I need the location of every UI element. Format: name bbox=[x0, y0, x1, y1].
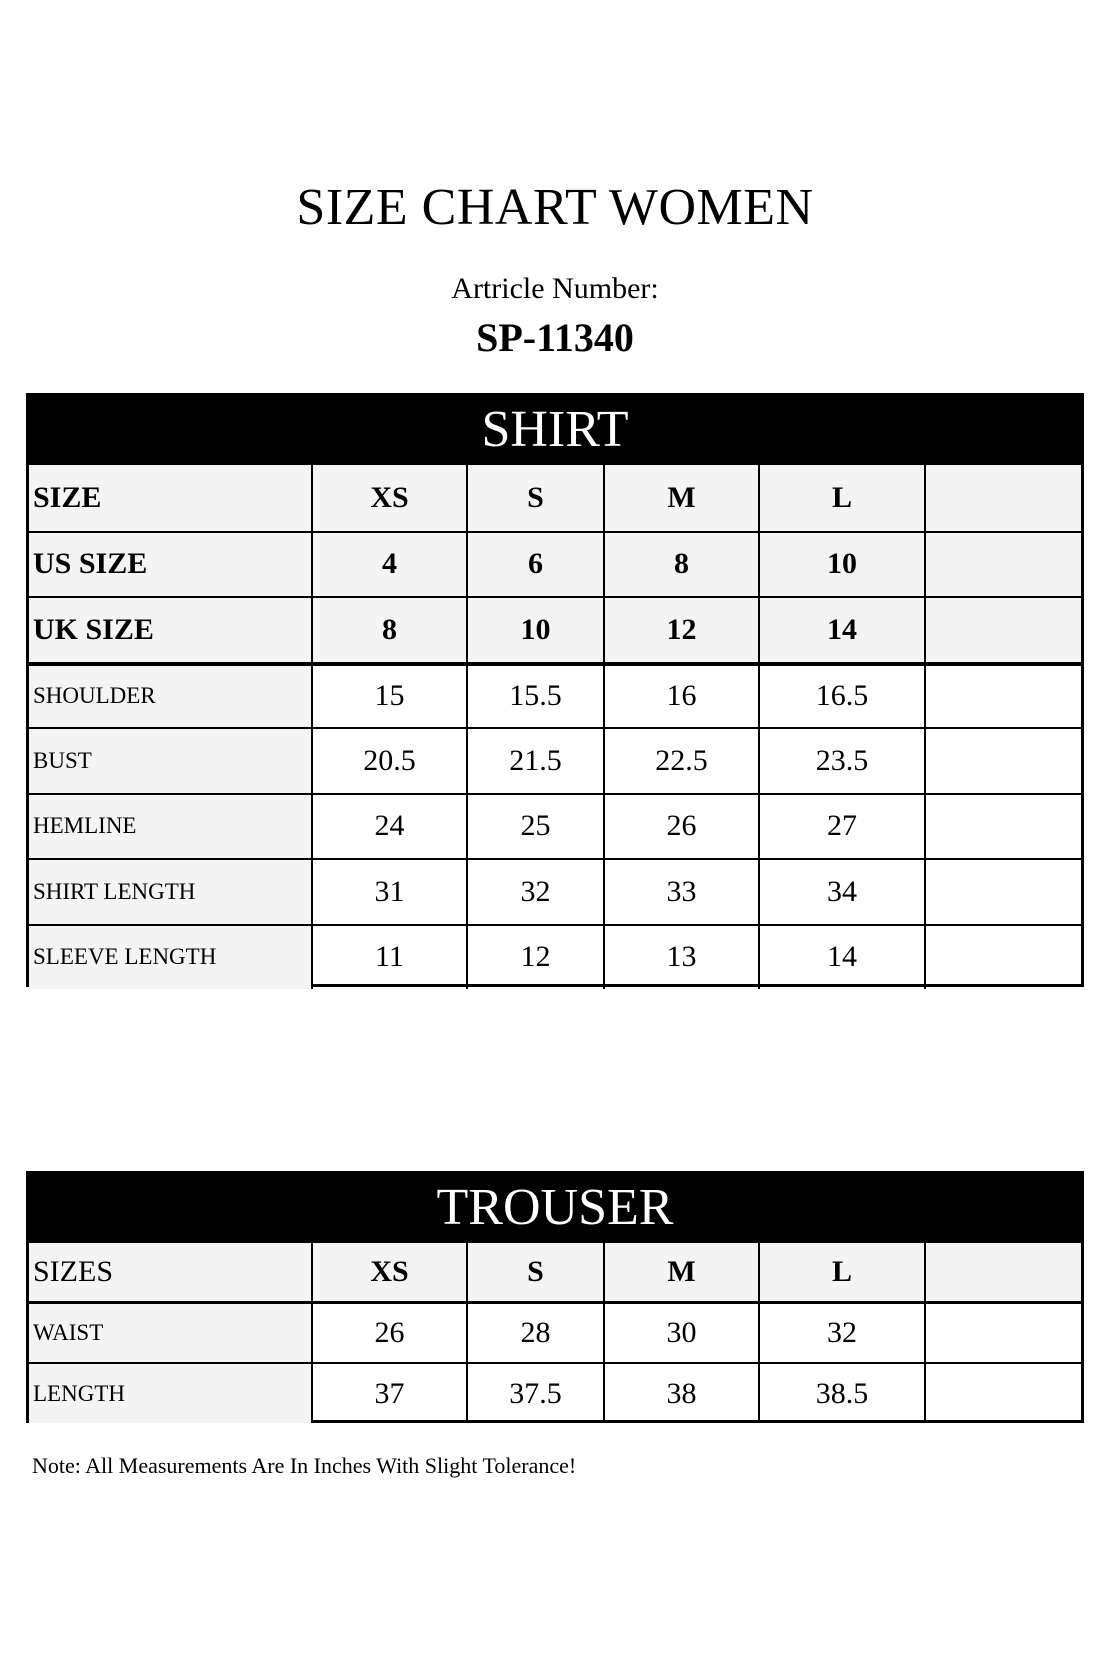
table-cell: LENGTH bbox=[29, 1364, 311, 1423]
table-row bbox=[29, 531, 1081, 597]
table-cell: 24 bbox=[311, 795, 466, 859]
table-cell: UK SIZE bbox=[29, 598, 311, 662]
table-cell: 6 bbox=[466, 533, 603, 597]
table-cell: 26 bbox=[311, 1304, 466, 1362]
table-cell: 16.5 bbox=[758, 666, 924, 728]
table-row bbox=[29, 793, 1081, 859]
table-cell: 20.5 bbox=[311, 729, 466, 793]
table-cell: 14 bbox=[758, 926, 924, 990]
table-cell: L bbox=[758, 465, 924, 531]
table-row bbox=[29, 596, 1081, 662]
table-cell: 14 bbox=[758, 598, 924, 662]
table-cell bbox=[924, 533, 1081, 597]
table-cell: 33 bbox=[603, 860, 758, 924]
table-cell: 37 bbox=[311, 1364, 466, 1423]
table-row bbox=[29, 727, 1081, 793]
table-cell: L bbox=[758, 1243, 924, 1301]
table-cell: 38.5 bbox=[758, 1364, 924, 1423]
table-cell: 22.5 bbox=[603, 729, 758, 793]
article-number: SP-11340 bbox=[476, 315, 634, 360]
table-cell: 10 bbox=[466, 598, 603, 662]
table-cell: 37.5 bbox=[466, 1364, 603, 1423]
table-row bbox=[29, 924, 1081, 990]
page-title: SIZE CHART WOMEN bbox=[296, 179, 814, 236]
shirt-size-table bbox=[26, 393, 1084, 987]
table-cell: 12 bbox=[603, 598, 758, 662]
table-cell bbox=[924, 598, 1081, 662]
table-cell: 32 bbox=[466, 860, 603, 924]
trouser-size-table bbox=[26, 1171, 1084, 1423]
table-cell bbox=[924, 1304, 1081, 1362]
table-cell: S bbox=[466, 1243, 603, 1301]
table-row bbox=[29, 662, 1081, 728]
table-cell: 10 bbox=[758, 533, 924, 597]
table-cell: WAIST bbox=[29, 1304, 311, 1362]
measurement-note: Note: All Measurements Are In Inches With Slight Tolerance! bbox=[32, 1453, 577, 1478]
table-cell: 25 bbox=[466, 795, 603, 859]
table-cell: BUST bbox=[29, 729, 311, 793]
table-cell: M bbox=[603, 465, 758, 531]
table-cell: 16 bbox=[603, 666, 758, 728]
table-cell: SHOULDER bbox=[29, 666, 311, 728]
table-cell: XS bbox=[311, 465, 466, 531]
table-cell: 8 bbox=[311, 598, 466, 662]
table-cell bbox=[924, 860, 1081, 924]
table-cell: 34 bbox=[758, 860, 924, 924]
table-cell: SIZE bbox=[29, 465, 311, 531]
table-cell: 38 bbox=[603, 1364, 758, 1423]
table-cell: SIZES bbox=[29, 1243, 311, 1301]
table-cell: 26 bbox=[603, 795, 758, 859]
article-number-label: Artricle Number: bbox=[451, 272, 659, 305]
table-cell: 32 bbox=[758, 1304, 924, 1362]
table-cell: 4 bbox=[311, 533, 466, 597]
shirt-table-banner: SHIRT bbox=[29, 396, 1081, 465]
trouser-header-row bbox=[29, 1243, 1081, 1301]
table-cell: US SIZE bbox=[29, 533, 311, 597]
table-cell: 28 bbox=[466, 1304, 603, 1362]
table-cell: 27 bbox=[758, 795, 924, 859]
shirt-header-row bbox=[29, 465, 1081, 531]
table-row bbox=[29, 858, 1081, 924]
table-cell: 11 bbox=[311, 926, 466, 990]
table-cell: 30 bbox=[603, 1304, 758, 1362]
table-cell: 8 bbox=[603, 533, 758, 597]
table-cell bbox=[924, 465, 1081, 531]
table-cell bbox=[924, 926, 1081, 990]
table-cell: SHIRT LENGTH bbox=[29, 860, 311, 924]
table-cell: 12 bbox=[466, 926, 603, 990]
table-cell: 15 bbox=[311, 666, 466, 728]
table-cell: 21.5 bbox=[466, 729, 603, 793]
table-row bbox=[29, 1362, 1081, 1423]
table-cell bbox=[924, 1243, 1081, 1301]
table-cell bbox=[924, 729, 1081, 793]
table-cell: XS bbox=[311, 1243, 466, 1301]
table-row bbox=[29, 1301, 1081, 1362]
table-cell: M bbox=[603, 1243, 758, 1301]
table-cell: 13 bbox=[603, 926, 758, 990]
table-cell: SLEEVE LENGTH bbox=[29, 926, 311, 990]
trouser-table-banner: TROUSER bbox=[29, 1174, 1081, 1243]
table-cell: S bbox=[466, 465, 603, 531]
table-cell: 23.5 bbox=[758, 729, 924, 793]
table-cell bbox=[924, 666, 1081, 728]
table-cell: HEMLINE bbox=[29, 795, 311, 859]
table-cell: 31 bbox=[311, 860, 466, 924]
table-cell bbox=[924, 1364, 1081, 1423]
table-cell bbox=[924, 795, 1081, 859]
table-cell: 15.5 bbox=[466, 666, 603, 728]
